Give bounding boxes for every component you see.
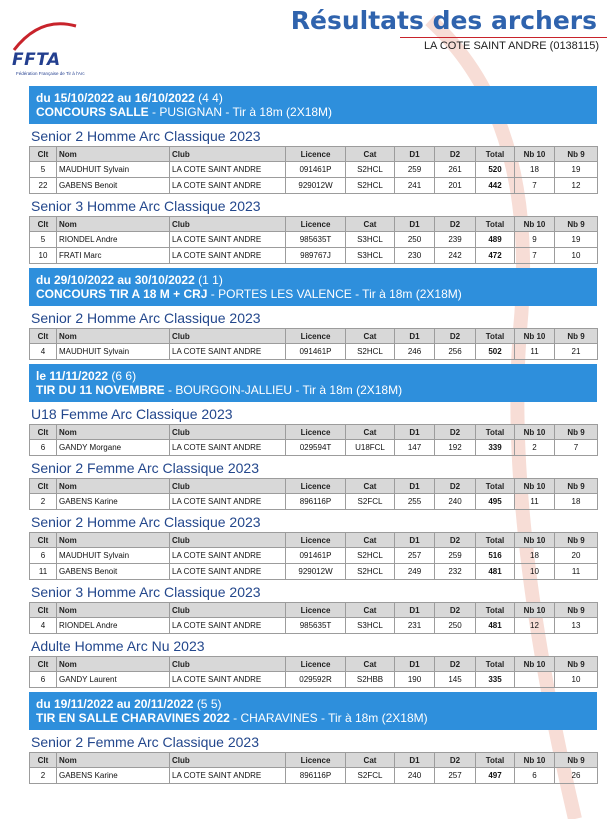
rank-cell: 5	[30, 232, 57, 248]
col-header-total: Total	[476, 533, 515, 548]
rank-cell: 22	[30, 178, 57, 194]
category-cell: S3HCL	[346, 248, 395, 264]
col-header-d1: D1	[395, 753, 435, 768]
club-cell: LA COTE SAINT ANDRE	[170, 162, 286, 178]
col-header-club: Club	[170, 329, 286, 344]
logo-text: FFTA	[12, 50, 61, 70]
col-header-d1: D1	[395, 329, 435, 344]
col-header-d1: D1	[395, 479, 435, 494]
col-header-nom: Nom	[57, 147, 170, 162]
col-header-clt: Clt	[30, 329, 57, 344]
event-dates	[36, 369, 590, 383]
col-header-cat: Cat	[346, 479, 395, 494]
results-table	[29, 752, 598, 784]
table-header-row	[30, 603, 598, 618]
table-header-row	[30, 753, 598, 768]
event-date-range: le 11/11/2022	[36, 369, 109, 383]
category-title: Senior 2 Femme Arc Classique 2023	[31, 734, 259, 750]
club-cell: LA COTE SAINT ANDRE	[170, 232, 286, 248]
nb9-cell: 10	[555, 672, 598, 688]
d2-cell: 232	[435, 564, 476, 580]
col-header-nb10: Nb 10	[515, 217, 555, 232]
club-cell: LA COTE SAINT ANDRE	[170, 564, 286, 580]
col-header-d2: D2	[435, 533, 476, 548]
category-title: U18 Femme Arc Classique 2023	[31, 406, 233, 422]
rank-cell: 4	[30, 618, 57, 634]
event-title	[36, 711, 590, 725]
col-header-licence: Licence	[286, 425, 346, 440]
category-cell: S2FCL	[346, 494, 395, 510]
logo-subtitle: Fédération Française de Tir à l'Arc	[16, 71, 85, 76]
col-header-club: Club	[170, 479, 286, 494]
col-header-clt: Clt	[30, 425, 57, 440]
col-header-nb9: Nb 9	[555, 329, 598, 344]
nb9-cell: 7	[555, 440, 598, 456]
col-header-licence: Licence	[286, 147, 346, 162]
col-header-clt: Clt	[30, 603, 57, 618]
name-cell: GABENS Karine	[57, 768, 170, 784]
d1-cell: 241	[395, 178, 435, 194]
col-header-licence: Licence	[286, 657, 346, 672]
col-header-nb10: Nb 10	[515, 425, 555, 440]
col-header-licence: Licence	[286, 479, 346, 494]
d1-cell: 230	[395, 248, 435, 264]
nb10-cell: 6	[515, 768, 555, 784]
event-location: - PORTES LES VALENCE - Tir à 18m (2X18M)	[207, 287, 462, 301]
event-title	[36, 105, 590, 119]
category-cell: S2HCL	[346, 344, 395, 360]
d1-cell: 255	[395, 494, 435, 510]
table-header-row	[30, 217, 598, 232]
name-cell: MAUDHUIT Sylvain	[57, 162, 170, 178]
col-header-clt: Clt	[30, 753, 57, 768]
col-header-nom: Nom	[57, 425, 170, 440]
nb9-cell: 21	[555, 344, 598, 360]
rank-cell: 6	[30, 548, 57, 564]
nb10-cell: 18	[515, 162, 555, 178]
total-cell: 481	[476, 564, 515, 580]
d2-cell: 261	[435, 162, 476, 178]
title-underline	[400, 37, 607, 38]
table-header-row	[30, 425, 598, 440]
category-title: Adulte Homme Arc Nu 2023	[31, 638, 205, 654]
total-cell: 335	[476, 672, 515, 688]
licence-cell: 029594T	[286, 440, 346, 456]
table-header-row	[30, 147, 598, 162]
nb9-cell: 12	[555, 178, 598, 194]
club-cell: LA COTE SAINT ANDRE	[170, 344, 286, 360]
name-cell: MAUDHUIT Sylvain	[57, 548, 170, 564]
category-cell: U18FCL	[346, 440, 395, 456]
col-header-club: Club	[170, 753, 286, 768]
d1-cell: 246	[395, 344, 435, 360]
col-header-nb10: Nb 10	[515, 329, 555, 344]
d2-cell: 201	[435, 178, 476, 194]
col-header-cat: Cat	[346, 425, 395, 440]
event-participant-count: (6 6)	[111, 369, 137, 383]
event-header	[29, 86, 597, 124]
col-header-d1: D1	[395, 533, 435, 548]
club-cell: LA COTE SAINT ANDRE	[170, 768, 286, 784]
club-name: LA COTE SAINT ANDRE (0138115)	[423, 40, 599, 52]
col-header-cat: Cat	[346, 657, 395, 672]
col-header-cat: Cat	[346, 329, 395, 344]
results-table	[29, 532, 598, 580]
col-header-nb10: Nb 10	[515, 479, 555, 494]
col-header-d1: D1	[395, 217, 435, 232]
table-header-row	[30, 657, 598, 672]
col-header-d1: D1	[395, 425, 435, 440]
table-header-row	[30, 329, 598, 344]
event-header	[29, 268, 597, 306]
col-header-licence: Licence	[286, 603, 346, 618]
nb9-cell: 10	[555, 248, 598, 264]
event-title	[36, 287, 590, 301]
event-participant-count: (1 1)	[198, 273, 223, 287]
total-cell: 472	[476, 248, 515, 264]
col-header-club: Club	[170, 603, 286, 618]
table-row	[30, 162, 598, 178]
col-header-d2: D2	[435, 425, 476, 440]
rank-cell: 6	[30, 440, 57, 456]
col-header-d2: D2	[435, 217, 476, 232]
col-header-clt: Clt	[30, 657, 57, 672]
event-location: - PUSIGNAN - Tir à 18m (2X18M)	[148, 105, 333, 119]
club-cell: LA COTE SAINT ANDRE	[170, 494, 286, 510]
col-header-licence: Licence	[286, 753, 346, 768]
col-header-nb9: Nb 9	[555, 147, 598, 162]
rank-cell: 6	[30, 672, 57, 688]
nb10-cell: 18	[515, 548, 555, 564]
table-row	[30, 440, 598, 456]
col-header-nb9: Nb 9	[555, 657, 598, 672]
d2-cell: 145	[435, 672, 476, 688]
event-date-range: du 19/11/2022 au 20/11/2022	[36, 697, 194, 711]
licence-cell: 091461P	[286, 344, 346, 360]
name-cell: GABENS Benoit	[57, 564, 170, 580]
club-cell: LA COTE SAINT ANDRE	[170, 248, 286, 264]
total-cell: 520	[476, 162, 515, 178]
category-title: Senior 2 Homme Arc Classique 2023	[31, 128, 261, 144]
col-header-total: Total	[476, 147, 515, 162]
club-cell: LA COTE SAINT ANDRE	[170, 672, 286, 688]
col-header-licence: Licence	[286, 217, 346, 232]
col-header-d2: D2	[435, 479, 476, 494]
results-table	[29, 424, 598, 456]
category-cell: S2HCL	[346, 564, 395, 580]
category-cell: S2HCL	[346, 178, 395, 194]
category-cell: S3HCL	[346, 618, 395, 634]
licence-cell: 029592R	[286, 672, 346, 688]
col-header-total: Total	[476, 425, 515, 440]
table-row	[30, 672, 598, 688]
name-cell: GANDY Morgane	[57, 440, 170, 456]
name-cell: MAUDHUIT Sylvain	[57, 344, 170, 360]
nb9-cell: 19	[555, 162, 598, 178]
col-header-total: Total	[476, 329, 515, 344]
col-header-cat: Cat	[346, 753, 395, 768]
d1-cell: 240	[395, 768, 435, 784]
results-table	[29, 602, 598, 634]
col-header-club: Club	[170, 425, 286, 440]
table-row	[30, 344, 598, 360]
d2-cell: 192	[435, 440, 476, 456]
page-header	[0, 0, 607, 86]
nb9-cell: 18	[555, 494, 598, 510]
col-header-club: Club	[170, 217, 286, 232]
results-list	[29, 86, 597, 788]
table-row	[30, 494, 598, 510]
col-header-club: Club	[170, 657, 286, 672]
category-cell: S2HCL	[346, 162, 395, 178]
event-header	[29, 364, 597, 402]
total-cell: 339	[476, 440, 515, 456]
nb9-cell: 13	[555, 618, 598, 634]
table-row	[30, 178, 598, 194]
nb10-cell: 11	[515, 494, 555, 510]
d1-cell: 190	[395, 672, 435, 688]
d1-cell: 259	[395, 162, 435, 178]
col-header-total: Total	[476, 217, 515, 232]
event-dates	[36, 273, 590, 287]
event-name: TIR DU 11 NOVEMBRE	[36, 383, 165, 397]
event-dates	[36, 697, 590, 711]
table-header-row	[30, 533, 598, 548]
rank-cell: 4	[30, 344, 57, 360]
club-cell: LA COTE SAINT ANDRE	[170, 440, 286, 456]
col-header-nom: Nom	[57, 217, 170, 232]
d2-cell: 239	[435, 232, 476, 248]
d1-cell: 257	[395, 548, 435, 564]
col-header-nb10: Nb 10	[515, 147, 555, 162]
col-header-total: Total	[476, 657, 515, 672]
col-header-nb10: Nb 10	[515, 533, 555, 548]
d1-cell: 250	[395, 232, 435, 248]
col-header-d2: D2	[435, 603, 476, 618]
event-name: CONCOURS TIR A 18 M + CRJ	[36, 287, 208, 301]
licence-cell: 091461P	[286, 162, 346, 178]
table-header-row	[30, 479, 598, 494]
col-header-cat: Cat	[346, 217, 395, 232]
d1-cell: 249	[395, 564, 435, 580]
total-cell: 516	[476, 548, 515, 564]
nb10-cell: 9	[515, 232, 555, 248]
name-cell: RIONDEL Andre	[57, 618, 170, 634]
rank-cell: 2	[30, 768, 57, 784]
table-row	[30, 768, 598, 784]
col-header-nom: Nom	[57, 479, 170, 494]
event-location: - BOURGOIN-JALLIEU - Tir à 18m (2X18M)	[164, 383, 403, 397]
d2-cell: 259	[435, 548, 476, 564]
col-header-total: Total	[476, 753, 515, 768]
d2-cell: 256	[435, 344, 476, 360]
event-date-range: du 29/10/2022 au 30/10/2022	[36, 273, 195, 287]
table-row	[30, 564, 598, 580]
col-header-nb9: Nb 9	[555, 425, 598, 440]
results-table	[29, 478, 598, 510]
d2-cell: 250	[435, 618, 476, 634]
total-cell: 489	[476, 232, 515, 248]
page-title: Résultats des archers	[290, 6, 597, 35]
results-table	[29, 328, 598, 360]
category-title: Senior 2 Homme Arc Classique 2023	[31, 514, 261, 530]
club-cell: LA COTE SAINT ANDRE	[170, 178, 286, 194]
col-header-d2: D2	[435, 753, 476, 768]
licence-cell: 929012W	[286, 178, 346, 194]
col-header-cat: Cat	[346, 533, 395, 548]
col-header-d1: D1	[395, 657, 435, 672]
col-header-d2: D2	[435, 147, 476, 162]
event-participant-count: (5 5)	[196, 697, 222, 711]
total-cell: 495	[476, 494, 515, 510]
results-table	[29, 146, 598, 194]
d2-cell: 242	[435, 248, 476, 264]
name-cell: GANDY Laurent	[57, 672, 170, 688]
col-header-cat: Cat	[346, 603, 395, 618]
event-location: - CHARAVINES - Tir à 18m (2X18M)	[229, 711, 428, 725]
col-header-total: Total	[476, 479, 515, 494]
rank-cell: 5	[30, 162, 57, 178]
total-cell: 502	[476, 344, 515, 360]
col-header-nb9: Nb 9	[555, 753, 598, 768]
name-cell: GABENS Benoit	[57, 178, 170, 194]
licence-cell: 929012W	[286, 564, 346, 580]
results-table	[29, 656, 598, 688]
col-header-club: Club	[170, 533, 286, 548]
event-date-range: du 15/10/2022 au 16/10/2022	[36, 91, 195, 105]
rank-cell: 10	[30, 248, 57, 264]
licence-cell: 985635T	[286, 618, 346, 634]
col-header-cat: Cat	[346, 147, 395, 162]
event-title	[36, 383, 590, 397]
event-name: CONCOURS SALLE	[36, 105, 149, 119]
category-cell: S2FCL	[346, 768, 395, 784]
col-header-clt: Clt	[30, 217, 57, 232]
col-header-nb9: Nb 9	[555, 217, 598, 232]
table-row	[30, 548, 598, 564]
nb10-cell	[515, 672, 555, 688]
col-header-clt: Clt	[30, 147, 57, 162]
event-participant-count: (4 4)	[198, 91, 223, 105]
category-cell: S3HCL	[346, 232, 395, 248]
table-row	[30, 232, 598, 248]
club-cell: LA COTE SAINT ANDRE	[170, 548, 286, 564]
table-row	[30, 248, 598, 264]
results-table	[29, 216, 598, 264]
col-header-nb10: Nb 10	[515, 753, 555, 768]
nb10-cell: 10	[515, 564, 555, 580]
name-cell: FRATI Marc	[57, 248, 170, 264]
col-header-d1: D1	[395, 603, 435, 618]
col-header-nom: Nom	[57, 753, 170, 768]
col-header-nom: Nom	[57, 533, 170, 548]
category-title: Senior 2 Femme Arc Classique 2023	[31, 460, 259, 476]
category-title: Senior 3 Homme Arc Classique 2023	[31, 198, 261, 214]
category-cell: S2HCL	[346, 548, 395, 564]
col-header-nb9: Nb 9	[555, 533, 598, 548]
col-header-clt: Clt	[30, 479, 57, 494]
d2-cell: 240	[435, 494, 476, 510]
nb9-cell: 11	[555, 564, 598, 580]
licence-cell: 896116P	[286, 768, 346, 784]
rank-cell: 11	[30, 564, 57, 580]
col-header-d1: D1	[395, 147, 435, 162]
event-name: TIR EN SALLE CHARAVINES 2022	[36, 711, 230, 725]
event-header	[29, 692, 597, 730]
bow-arc-icon	[10, 20, 80, 54]
col-header-licence: Licence	[286, 533, 346, 548]
col-header-d2: D2	[435, 657, 476, 672]
name-cell: GABENS Karine	[57, 494, 170, 510]
nb10-cell: 7	[515, 178, 555, 194]
rank-cell: 2	[30, 494, 57, 510]
nb10-cell: 2	[515, 440, 555, 456]
d1-cell: 231	[395, 618, 435, 634]
nb9-cell: 26	[555, 768, 598, 784]
col-header-total: Total	[476, 603, 515, 618]
category-title: Senior 3 Homme Arc Classique 2023	[31, 584, 261, 600]
col-header-d2: D2	[435, 329, 476, 344]
nb10-cell: 11	[515, 344, 555, 360]
category-title: Senior 2 Homme Arc Classique 2023	[31, 310, 261, 326]
nb10-cell: 7	[515, 248, 555, 264]
nb10-cell: 12	[515, 618, 555, 634]
licence-cell: 985635T	[286, 232, 346, 248]
ffta-logo	[10, 20, 110, 86]
category-cell: S2HBB	[346, 672, 395, 688]
event-dates	[36, 91, 590, 105]
nb9-cell: 19	[555, 232, 598, 248]
total-cell: 481	[476, 618, 515, 634]
col-header-nb10: Nb 10	[515, 603, 555, 618]
nb9-cell: 20	[555, 548, 598, 564]
club-cell: LA COTE SAINT ANDRE	[170, 618, 286, 634]
col-header-nb9: Nb 9	[555, 479, 598, 494]
d1-cell: 147	[395, 440, 435, 456]
col-header-nom: Nom	[57, 657, 170, 672]
total-cell: 497	[476, 768, 515, 784]
d2-cell: 257	[435, 768, 476, 784]
licence-cell: 989767J	[286, 248, 346, 264]
col-header-licence: Licence	[286, 329, 346, 344]
col-header-nb9: Nb 9	[555, 603, 598, 618]
licence-cell: 896116P	[286, 494, 346, 510]
col-header-clt: Clt	[30, 533, 57, 548]
col-header-nb10: Nb 10	[515, 657, 555, 672]
total-cell: 442	[476, 178, 515, 194]
col-header-club: Club	[170, 147, 286, 162]
table-row	[30, 618, 598, 634]
name-cell: RIONDEL Andre	[57, 232, 170, 248]
col-header-nom: Nom	[57, 603, 170, 618]
licence-cell: 091461P	[286, 548, 346, 564]
col-header-nom: Nom	[57, 329, 170, 344]
